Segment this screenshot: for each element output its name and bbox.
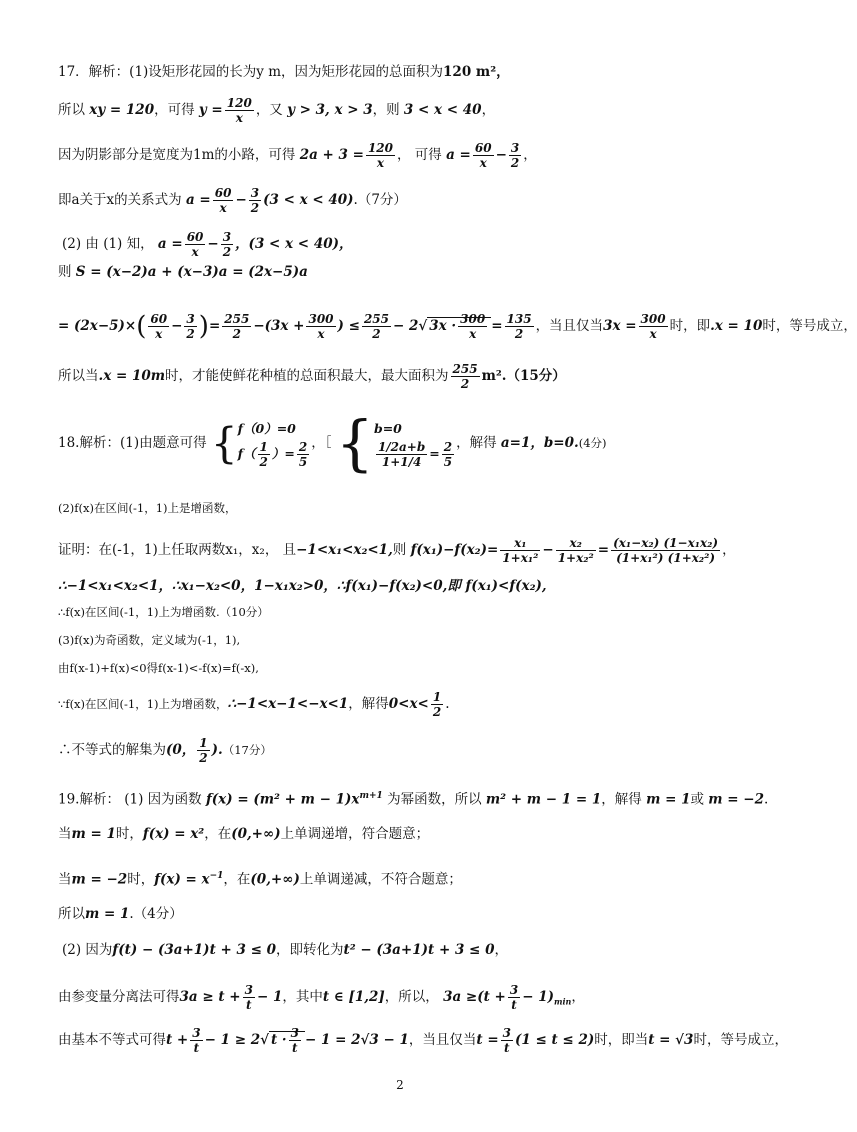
- fraction: $\frac{300}{x}$: [640, 312, 666, 341]
- p18-line-6: (3)f(x)为奇函数，定义域为(-1，1),: [58, 633, 241, 647]
- equation-system-2: b=0 $\frac{1/2a+b}{1+1/4}$ = $\frac{2}{5}$: [373, 421, 453, 469]
- p19-line-1: 19.解析： (1) 因为函数 $f(x) = (m^2 + m - 1)x^{m+1}$ 为幂函数，所以 m² + m − 1 = 1，解得 m = 1或 m = −2.: [58, 791, 769, 808]
- p18-line-1: 18.解析：(1)由题意可得 { f（0）=0 f（ $\frac{1}{2}$ ）= $\frac{2}{5}$ ，［ { b=0 $\frac{1/2a+b}{1+1/4}$ = $\frac{2}{5}$ ，解得 a=1，b=0.(4分): [58, 408, 607, 479]
- p17-line-4: 即a关于x的关系式为 a = $\frac{60}{x}$ − $\frac{3}{2}$ (3 < x < 40).（7分）: [58, 186, 407, 215]
- p17-line-5: (2) 由 (1) 知， a = $\frac{60}{x}$ − $\frac{3}{2}$ ，(3 < x < 40)，: [62, 230, 353, 259]
- area-value: 120 m²，: [443, 64, 510, 80]
- p17-line-6: 则 S = (x−2)a + (x−3)a = (2x−5)a: [58, 264, 308, 280]
- fraction: $\frac{60}{x}$: [150, 312, 168, 341]
- fraction: $\frac{3}{t}$: [509, 983, 519, 1012]
- fraction: $\frac{3}{2}$: [186, 312, 195, 341]
- p18-line-3: 证明：在(-1，1)上任取两数x₁，x₂， 且−1<x₁<x₂<1,则 f(x₁)−f(x₂)= $\frac{\text{x₁}}{\text{1+x₁²}}$ − $\frac{\text{x₂}}{\text{1+x₂²}}$ = $\frac{\text{(x₁−x₂) (1−x₁x₂)}}{\text{(1+x₁²) (1+x₂²)}}$ ，: [58, 536, 736, 565]
- p19-line-6: 由参变量分离法可得3a ≥ t + $\frac{3}{t}$ − 1，其中t ∈ [1,2]，所以， 3a ≥(t + $\frac{3}{t}$ − $1)_{min}$，: [58, 983, 585, 1012]
- fraction: $\frac{3}{2}$: [510, 141, 520, 170]
- fraction: $\frac{120}{x}$: [226, 96, 252, 125]
- text: 17．解析：(1)设矩形花园的长为y m，因为矩形花园的总面积为: [58, 64, 444, 80]
- fraction: $\frac{60}{x}$: [214, 186, 232, 215]
- fraction: $\frac{300}{x}$: [308, 312, 334, 341]
- fraction: $\frac{60}{x}$: [474, 141, 492, 170]
- fraction: $\frac{\text{(x₁−x₂) (1−x₁x₂)}}{\text{(1+x₁²) (1+x₂²)}}$: [613, 536, 719, 565]
- p19-line-3: 当m = −2时，$f(x) = x^{-1}$，在(0,+∞)上单调递减，不符合题意；: [58, 871, 462, 888]
- equation-system-1: f（0）=0 f（ $\frac{1}{2}$ ）= $\frac{2}{5}$: [237, 421, 308, 469]
- fraction: $\frac{\text{x₂}}{\text{1+x₂²}}$: [557, 536, 594, 565]
- page-number: 2: [396, 1078, 404, 1092]
- fraction: $\frac{1}{2}$: [432, 690, 442, 719]
- fraction: $\frac{1}{2}$: [199, 736, 208, 765]
- fraction: $\frac{60}{x}$: [186, 230, 204, 259]
- p18-line-5: ∴f(x)在区间(-1，1)上为增函数.（10分）: [58, 605, 269, 619]
- fraction: $\frac{3}{t}$: [192, 1026, 201, 1055]
- fraction: $\frac{255}{2}$: [363, 312, 389, 341]
- fraction: $\frac{3}{t}$: [502, 1026, 511, 1055]
- fraction: $\frac{3}{2}$: [222, 230, 232, 259]
- p19-line-4: 所以m = 1.（4分）: [58, 906, 183, 922]
- fraction: $\frac{255}{2}$: [224, 312, 250, 341]
- p18-line-2: (2)f(x)在区间(-1，1)上是增函数，: [58, 501, 237, 515]
- p18-line-8: ∵f(x)在区间(-1，1)上为增函数，∴−1<x−1<−x<1，解得0<x< $\frac{1}{2}$ .: [58, 690, 450, 719]
- p18-line-7: 由f(x-1)+f(x)<0得f(x-1)<-f(x)=f(-x),: [58, 661, 259, 675]
- p17-line-7: = (2x−5)×( $\frac{60}{x}$ − $\frac{3}{2}$ )= $\frac{255}{2}$ −(3x + $\frac{300}{x}$ ) ≤ $\frac{255}{2}$ − 2√ 3x · $\frac{300}{x}$ = $\frac{135}{2}$ ，当且仅当3x = $\frac{300}{x}$ 时，即.x = 10时，等号成立，: [58, 311, 857, 342]
- fraction: $\frac{135}{2}$: [506, 312, 532, 341]
- fraction: $\frac{\text{x₁}}{\text{1+x₁²}}$: [502, 536, 539, 565]
- p18-line-4: ∴−1<x₁<x₂<1，∴x₁−x₂<0，1−x₁x₂>0，∴f(x₁)−f(x₂)<0,即 f(x₁)<f(x₂),: [58, 578, 547, 594]
- fraction: $\frac{3}{t}$: [244, 983, 253, 1012]
- fraction: $\frac{120}{x}$: [367, 141, 394, 170]
- p17-line-8: 所以当.x = 10m时，才能使鲜花种植的总面积最大，最大面积为 $\frac{255}{2}$ m².（15分）: [58, 362, 566, 391]
- p19-line-2: 当m = 1时，f(x) = x²，在(0,+∞)上单调递增，符合题意；: [58, 826, 430, 842]
- p19-line-5: (2) 因为f(t) − (3a+1)t + 3 ≤ 0，即转化为t² − (3a+1)t + 3 ≤ 0，: [62, 942, 508, 958]
- p17-line-1: [58, 62, 510, 82]
- p17-line-3: 因为阴影部分是宽度为1m的小路，可得 2a + 3 = $\frac{120}{x}$ ， 可得 a = $\frac{60}{x}$ − $\frac{3}{2}$ ，: [58, 141, 537, 170]
- fraction: $\frac{3}{2}$: [250, 186, 260, 215]
- p19-line-7: 由基本不等式可得t + $\frac{3}{t}$ − 1 ≥ 2√ t · $\frac{3}{t}$ − 1 = 2√3 − 1，当且仅当t = $\frac{3}{t}$ (1 ≤ t ≤ 2)时，即当t = √3时，等号成立，: [58, 1026, 788, 1055]
- sqrt: 3x · $\frac{300}{x}$: [427, 317, 491, 334]
- p17-line-2: 所以 xy = 120，可得 y = $\frac{120}{x}$ ，又 y > 3, x > 3，则 3 < x < 40，: [58, 96, 496, 125]
- fraction: $\frac{255}{2}$: [452, 362, 478, 391]
- p18-line-9: ∴不等式的解集为(0， $\frac{1}{2}$ ).（17分）: [58, 736, 272, 765]
